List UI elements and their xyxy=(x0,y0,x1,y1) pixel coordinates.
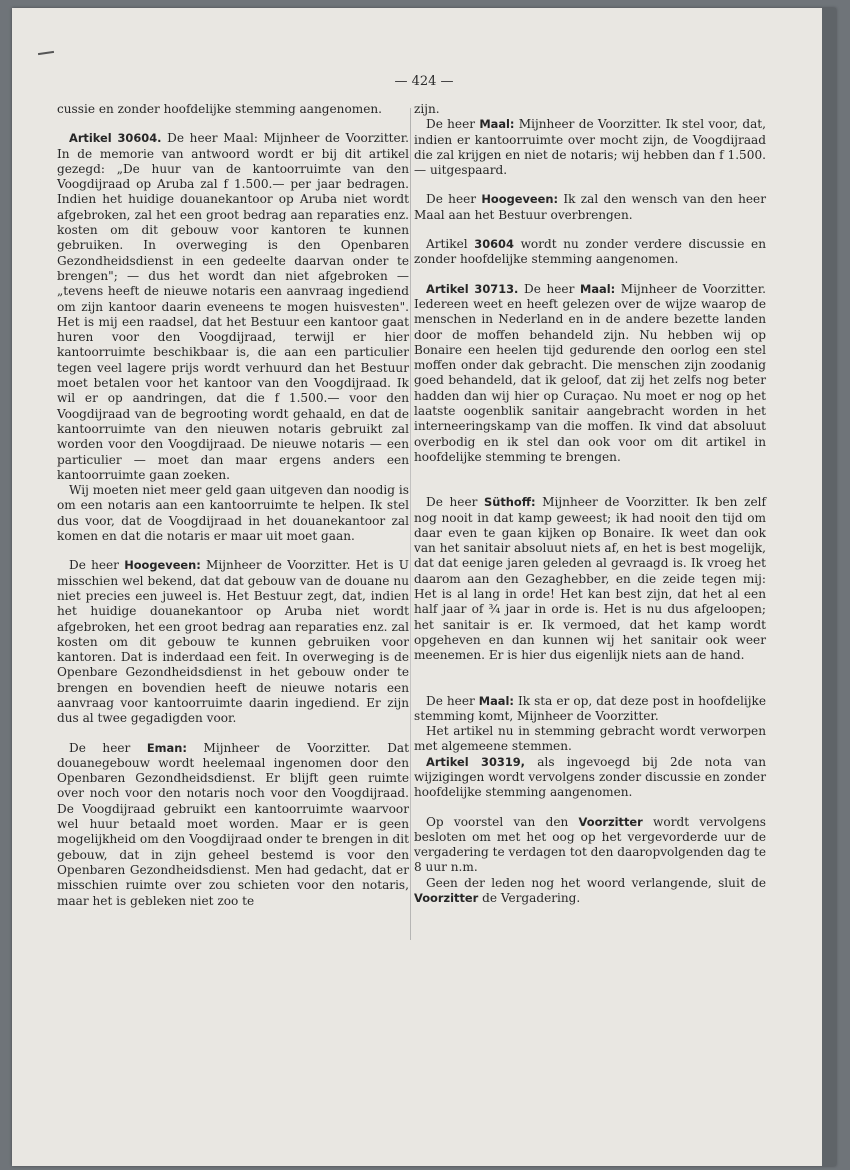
text-run: wordt vervolgens besloten om met het oog op het vergevorderde uur de vergadering te verdagen tot den daaropvolgenden dag te 8 uur n.m. xyxy=(414,814,766,875)
bold-run: Eman: xyxy=(146,740,187,755)
text-run: cussie en zonder hoofdelijke stemming aangenomen. xyxy=(57,102,382,116)
bold-run: 30604 xyxy=(474,237,514,252)
text-run: Mijnheer de Voorzitter. Dat douanegebouw wordt heelemaal ingenomen door den Openbaren Gezondheidsdienst. Er blijft geen ruimte over noch voor den notaris noch voor den Voogdijraad. De Voogdijraad gebruikt een kantoorruimte waarvoor wel huur betaald moet worden. Maar er is geen mogelijkheid om den Voogdijraad onder te brengen in dit gebouw, dat in zijn geheel bestemd is voor den Openbaren Gezondheidsdienst. Men had gedacht, dat er misschien ruimte over zou schieten voor den notaris, maar het is gebleken niet zoo te xyxy=(57,740,409,908)
text-run: Ik zal den wensch van den heer Maal aan het Bestuur overbrengen. xyxy=(414,192,766,222)
paragraph xyxy=(414,815,766,876)
text-run: Artikel xyxy=(426,237,475,252)
bold-run: Voorzitter xyxy=(578,814,643,829)
text-run: De heer xyxy=(426,117,480,132)
ink-mark xyxy=(38,51,54,55)
paragraph xyxy=(414,282,766,466)
text-run: De heer xyxy=(518,281,580,296)
text-run: De heer xyxy=(69,740,147,755)
paragraph xyxy=(57,102,409,117)
text-run: Mijnheer de Voorzitter. Ik stel voor, dat, indien er kantoorruimte over mocht zijn, de Voogdijraad die zal krijgen en niet de notaris; wij hebben dan f 1.500.— uitgespaard. xyxy=(414,117,766,178)
document-page xyxy=(12,8,836,1166)
paragraph xyxy=(57,131,409,483)
paragraph xyxy=(414,237,766,268)
text-run: De heer xyxy=(426,192,482,207)
paragraph xyxy=(414,495,766,663)
text-run: Mijnheer de Voorzitter. Ik ben zelf nog nooit in dat kamp geweest; ik had nooit den tijd om daar even te gaan kijken op Bonaire. Ik weet dan ook van het sanitair absoluut niets af, en het is best mogelijk, dat dat eenige jaren geleden al gevraagd is. Ik vroeg het daarom aan den Gezaghebber, en die zeide tegen mij: Het is al lang in orde! Het kan best zijn, dat het al een half jaar of ¾ jaar in orde is. Het is nu dus afgeloopen; het sanitair is er. Ik vermoed, dat het kamp wordt opgeheven en dan kunnen wij het sanitair ook weer meenemen. Er is hier dus eigenlijk niets aan de hand. xyxy=(414,495,766,663)
bold-run: Artikel 30604. xyxy=(69,131,162,146)
paragraph xyxy=(414,192,766,223)
bold-run: Artikel 30319, xyxy=(426,754,526,769)
bold-run: Maal: xyxy=(580,281,616,296)
text-run: de Vergadering. xyxy=(478,891,581,906)
text-run: Mijnheer de Voorzitter. Het is U misschien wel bekend, dat dat gebouw van de douane nu niet precies een juweel is. Het Bestuur zegt, dat, indien het huidige douanekantoor op Aruba niet wordt afgebroken, het een groot bedrag aan reparaties enz. zal kosten om dit gebouw te kunnen gebruiken voor kantoren. Dat is inderdaad een feit. In overweging is de Openbare Gezondheidsdienst in het gebouw onder te brengen en bovendien heeft de nieuwe notaris een aanvraag voor kantoorruimte daarin ingediend. Er zijn dus al twee gegadigden voor. xyxy=(57,558,409,726)
paragraph xyxy=(414,724,766,755)
bold-run: Maal: xyxy=(479,117,515,132)
text-run: De heer xyxy=(69,558,125,573)
text-run: zijn. xyxy=(414,102,440,116)
text-run: Op voorstel van den xyxy=(426,814,579,829)
text-run: Ik sta er op, dat deze post in hoofdelijke stemming komt, Mijnheer de Voorzitter. xyxy=(414,693,766,723)
page-number: — 424 — xyxy=(394,74,454,89)
bold-run: Maal: xyxy=(478,693,514,708)
text-run: Geen der leden nog het woord verlangende, sluit de xyxy=(426,875,766,890)
paragraph xyxy=(414,102,766,117)
paragraph xyxy=(414,117,766,178)
paragraph xyxy=(414,876,766,907)
paragraph xyxy=(57,741,409,909)
bold-run: Süthoff: xyxy=(484,495,536,510)
column-divider xyxy=(410,108,411,940)
bold-run: Hoogeveen: xyxy=(124,558,201,573)
scan-edge xyxy=(822,8,836,1166)
bold-run: Artikel 30713. xyxy=(426,281,519,296)
text-run: De heer xyxy=(426,495,485,510)
paragraph xyxy=(57,483,409,544)
paragraph xyxy=(414,694,766,725)
paragraph xyxy=(57,558,409,726)
text-run: De heer xyxy=(426,693,479,708)
text-run: Het artikel nu in stemming gebracht wordt verworpen met algemeene stemmen. xyxy=(414,724,766,754)
paragraph xyxy=(414,755,766,801)
text-run: wordt nu zonder verdere discussie en zonder hoofdelijke stemming aangenomen. xyxy=(414,237,766,267)
right-column xyxy=(414,102,766,906)
bold-run: Hoogeveen: xyxy=(481,192,558,207)
text-run: als ingevoegd bij 2de nota van wijzigingen wordt vervolgens zonder discussie en zonder hoofdelijke stemming aangenomen. xyxy=(414,754,766,800)
text-run: Wij moeten niet meer geld gaan uitgeven dan noodig is om een notaris aan een kantoorruimte te helpen. Ik stel dus voor, dat de Voogdijraad in het douanekantoor zal komen en dat die notaris er maar uit moet gaan. xyxy=(57,483,409,544)
text-run: De heer Maal: Mijnheer de Voorzitter. In de memorie van antwoord wordt er bij dit artikel gezegd: „De huur van de kantoorruimte van den Voogdijraad op Aruba zal f 1.500.— per jaar bedragen. Indien het huidige douanekantoor op Aruba niet wordt afgebroken, zal het een groot bedrag aan reparaties enz. kosten om dit gebouw voor kantoren te kunnen gebruiken. In overweging is den Openbaren Gezondheidsdienst in een gedeelte daarvan onder te brengen"; — dus het wordt dan niet afgebroken — „tevens heeft de nieuwe notaris een aanvraag ingediend om zijn kantoor daarin eveneens te mogen huisvesten". Het is mij een raadsel, dat het Bestuur een kantoor gaat huren voor den Voogdijraad, terwijl er hier kantoorruimte beschikbaar is, die aan een particulier tegen veel lagere prijs wordt verhuurd dan het Bestuur moet betalen voor het kantoor van den Voogdijraad. Ik wil er op aandringen, dat die f 1.500.— voor den Voogdijraad van de begrooting wordt gehaald, en dat de kantoorruimte van den nieuwen notaris gebruikt zal worden voor den Voogdijraad. De nieuwe notaris — een particulier — moet dan maar ergens anders een kantoorruimte gaan zoeken. xyxy=(57,131,409,482)
bold-run: Voorzitter xyxy=(414,891,479,906)
left-column xyxy=(57,102,409,909)
text-run: Mijnheer de Voorzitter. Iedereen weet en heeft gelezen over de wijze waarop de menschen in Nederland en in de andere bezette landen door de moffen behandeld zijn. Nu hebben wij op Bonaire een heelen tijd gedurende den oorlog een stel moffen onder dak gebracht. Die menschen zijn zoodanig goed behandeld, dat ik geloof, dat zij het zelfs nog beter hadden dan wij hier op Curaçao. Nu moet er nog op het laatste oogenblik sanitair aangebracht worden in het interneeringskamp van die moffen. Ik vind dat absoluut overbodig en ik stel dan ook voor om dit artikel in hoofdelijke stemming te brengen. xyxy=(414,281,766,464)
